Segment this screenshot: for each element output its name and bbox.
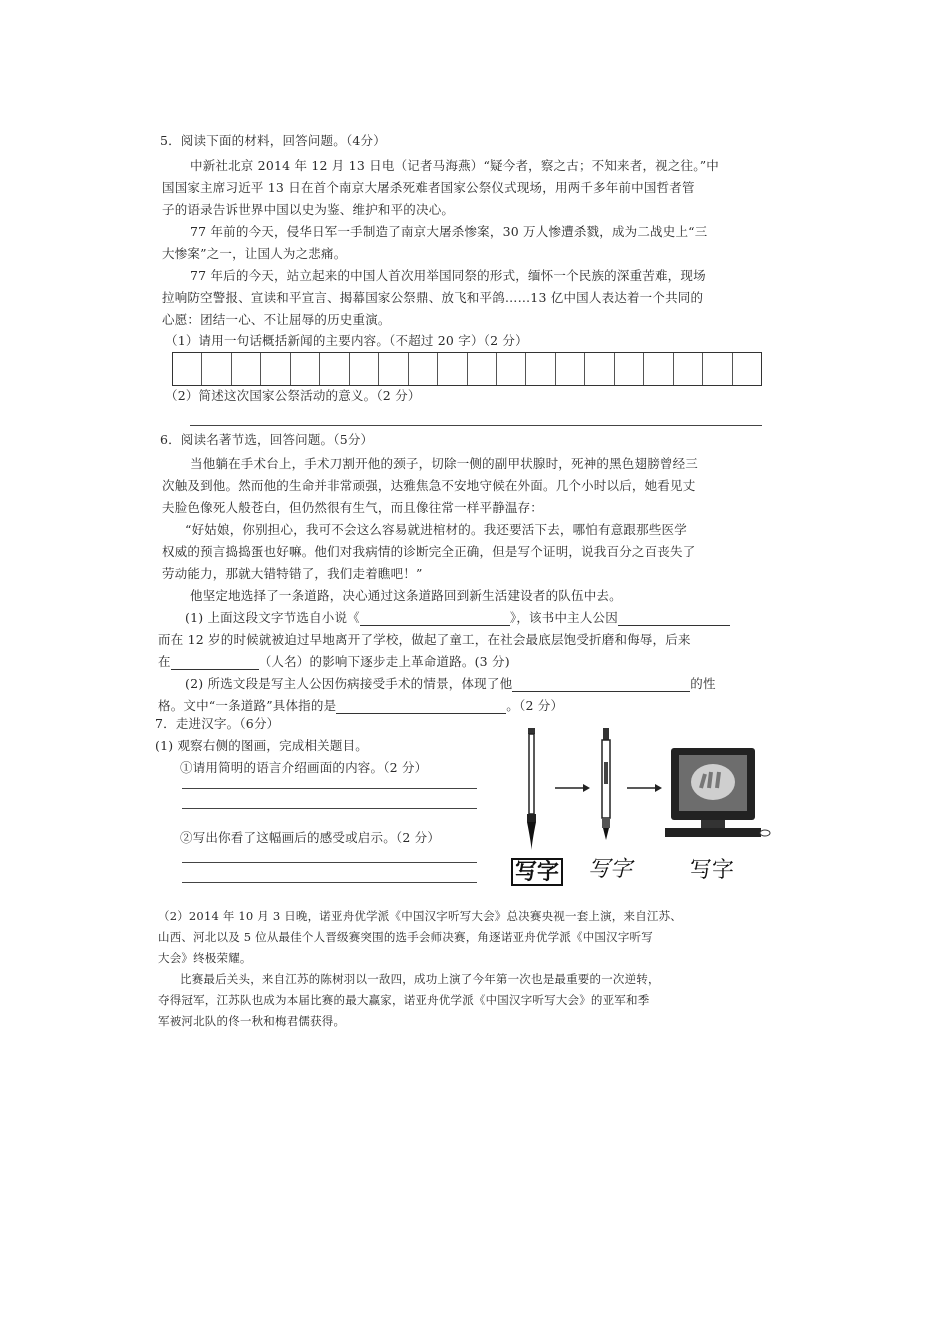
q6-subquestion-1-line-3 — [158, 654, 510, 670]
caption-pen: 写字 — [588, 857, 633, 882]
q7-paragraph-2-line-3: 军被河北队的佟一秋和梅君儒获得。 — [158, 1014, 346, 1028]
q7-subquestion-1: (1) 观察右侧的图画，完成相关题目。 — [155, 738, 368, 753]
q6-title: 6．阅读名著节选，回答问题。（5分） — [160, 432, 374, 447]
q7-subquestion-1-a: ①请用简明的语言介绍画面的内容。（2 分） — [180, 760, 428, 775]
q7-subquestion-2-line-3: 大会》终极荣耀。 — [158, 951, 252, 965]
q6-subquestion-2-line-1 — [185, 676, 716, 692]
q7-subquestion-2-line-1: （2）2014 年 10 月 3 日晚，诺亚舟优学派《中国汉字听写大会》总决赛央视一套上演，来自江苏、 — [158, 909, 683, 923]
q6-paragraph-3: 他坚定地选择了一条道路，决心通过这条道路回到新生活建设者的队伍中去。 — [190, 588, 622, 603]
q6-paragraph-1-line-3: 夫脸色像死人般苍白，但仍然很有生气，而且像往常一样平静温存： — [162, 500, 544, 515]
person-name-blank[interactable] — [171, 656, 259, 670]
q7-subquestion-2-line-2: 山西、河北以及 5 位从最佳个人晋级赛突围的选手会师决赛，角逐诺亚舟优学派《中国汉字听写 — [158, 930, 653, 944]
q6-subquestion-1-line-1 — [185, 610, 730, 626]
character-trait-blank[interactable] — [512, 678, 690, 692]
q7-subquestion-1-b: ②写出你看了这幅画后的感受或启示。（2 分） — [180, 830, 441, 845]
q5-paragraph-3-line-3: 心愿：团结一心、不让屈辱的历史重演。 — [162, 312, 391, 327]
q7-answer-line-2[interactable] — [182, 808, 477, 809]
q7-answer-line-1[interactable] — [182, 788, 477, 789]
answer-grid[interactable] — [172, 352, 762, 386]
q5-paragraph-2-line-1: 77 年前的今天，侵华日军一手制造了南京大屠杀惨案，30 万人惨遭杀戮，成为二战史上“三 — [190, 224, 708, 239]
q6-paragraph-1-line-2: 次触及到他。然而他的生命并非常顽强，达雅焦急不安地守候在外面。几个小时以后，她看见丈 — [162, 478, 696, 493]
q6-s1-text-b: 》，该书中主人公因 — [509, 610, 618, 625]
q7-paragraph-2-line-2: 夺得冠军，江苏队也成为本届比赛的最大赢家，诺亚舟优学派《中国汉字听写大会》的亚军和季 — [158, 993, 650, 1007]
computer-icon — [665, 748, 770, 837]
arrow-right-icon — [627, 784, 662, 792]
q6-s1-text-e: （人名）的影响下逐步走上革命道路。(3 分) — [258, 654, 510, 669]
q6-s2-text-b: 的性 — [690, 676, 716, 691]
q6-s2-text-a: (2) 所选文段是写主人公因伤病接受手术的情景，体现了他 — [185, 676, 513, 691]
q6-s1-text-a: (1) 上面这段文字节选自小说《 — [185, 610, 360, 625]
caption-computer: 写字 — [690, 858, 735, 883]
reason-blank[interactable] — [618, 612, 730, 626]
pen-icon — [602, 728, 610, 840]
q7-title: 7．走进汉字。（6分） — [155, 716, 280, 731]
q5-paragraph-3-line-1: 77 年后的今天，站立起来的中国人首次用举国同祭的形式，缅怀一个民族的深重苦难，现场 — [190, 268, 706, 283]
q6-paragraph-2-line-2: 权威的预言捣捣蛋也好嘛。他们对我病情的诊断完全正确，但是写个证明，说我百分之百丧失了 — [162, 544, 696, 559]
q5-paragraph-1-line-1: 中新社北京 2014 年 12 月 13 日电（记者马海燕）“疑今者，察之古；不知来者，视之往。”中 — [190, 158, 719, 173]
q5-paragraph-1-line-2: 国国家主席习近平 13 日在首个南京大屠杀死难者国家公祭仪式现场，用两千多年前中国哲者管 — [162, 180, 695, 195]
q7-paragraph-2-line-1: 比赛最后关头，来自江苏的陈树羽以一敌四，成功上演了今年第一次也是最重要的一次逆转， — [180, 972, 660, 986]
arrow-right-icon — [555, 784, 590, 792]
q6-paragraph-2-line-1: “好姑娘，你别担心，我可不会这么容易就进棺材的。我还要活下去，哪怕有意跟那些医学 — [185, 522, 687, 537]
caption-brush: 写字 — [511, 858, 563, 886]
q5-paragraph-1-line-3: 子的语录告诉世界中国以史为鉴、维护和平的决心。 — [162, 202, 455, 217]
brush-icon — [527, 728, 536, 850]
q5-paragraph-2-line-2: 大惨案”之一，让国人为之悲痛。 — [162, 246, 347, 261]
q6-paragraph-1-line-1: 当他躺在手术台上，手术刀割开他的颈子，切除一侧的副甲状腺时，死神的黑色翅膀曾经三 — [190, 456, 699, 471]
road-meaning-blank[interactable] — [336, 700, 506, 714]
q6-s2-text-c: 格。文中“一条道路”具体指的是 — [158, 698, 337, 713]
q5-subquestion-1: （1）请用一句话概括新闻的主要内容。（不超过 20 字）（2 分） — [165, 333, 528, 348]
q5-subquestion-2: （2）简述这次国家公祭活动的意义。（2 分） — [165, 388, 421, 403]
q6-s1-text-d: 在 — [158, 654, 171, 669]
q6-subquestion-1-line-2: 而在 12 岁的时候就被迫过早地离开了学校，做起了童工，在社会最底层饱受折磨和侮辱，后来 — [158, 632, 691, 647]
q7-answer-line-4[interactable] — [182, 882, 477, 883]
q6-s2-text-d: 。（2 分） — [506, 698, 564, 713]
q5-paragraph-3-line-2: 拉响防空警报、宣读和平宣言、揭幕国家公祭鼎、放飞和平鸽……13 亿中国人表达着一个共同的 — [162, 290, 704, 305]
q6-paragraph-2-line-3: 劳动能力，那就大错特错了，我们走着瞧吧！” — [162, 566, 423, 581]
q5-answer-line[interactable] — [190, 425, 762, 426]
novel-title-blank[interactable] — [360, 612, 510, 626]
q5-title: 5．阅读下面的材料，回答问题。（4分） — [160, 133, 386, 148]
q6-subquestion-2-line-2 — [158, 698, 563, 714]
q7-answer-line-3[interactable] — [182, 862, 477, 863]
